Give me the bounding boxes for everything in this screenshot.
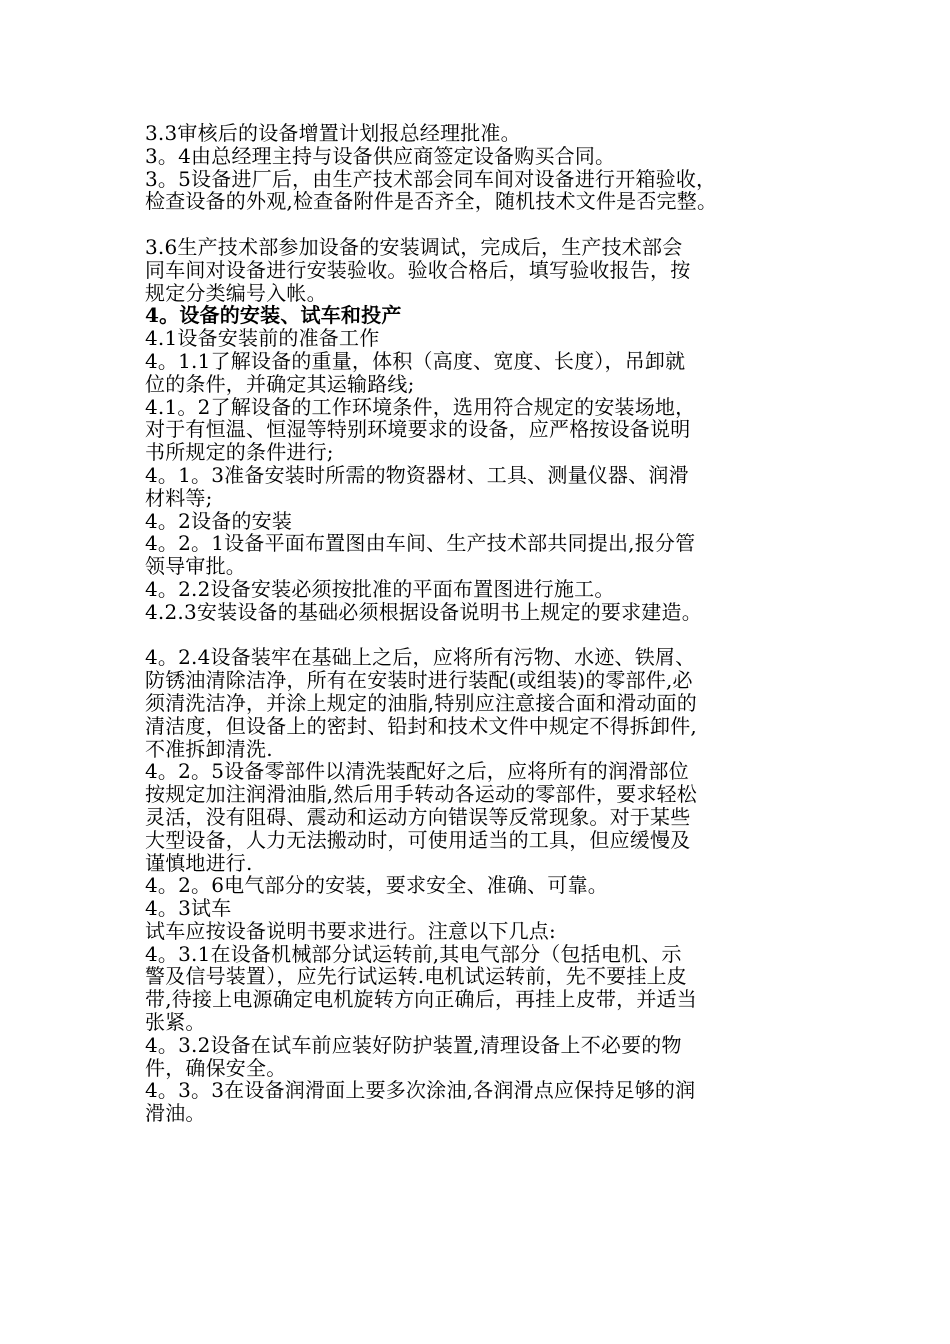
text-line: 3。4由总经理主持与设备供应商签定设备购买合同。 <box>145 143 616 168</box>
text-line: 须清洗洁净，并涂上规定的油脂,特别应注意接合面和滑动面的 <box>145 690 697 715</box>
text-line: 4.1。2了解设备的工作环境条件，选用符合规定的安装场地， <box>145 394 696 419</box>
text-line: 检查设备的外观,检查备附件是否齐全，随机技术文件是否完整。 <box>145 189 718 214</box>
text-line: 件，确保安全。 <box>145 1055 287 1080</box>
blank-line <box>145 624 825 647</box>
text-line: 4。3.2设备在试车前应装好防护装置,清理设备上不必要的物 <box>145 1032 682 1057</box>
text-line: 灵活，没有阻碍、震动和运动方向错误等反常现象。对于某些 <box>145 804 691 829</box>
text-line: 4。2。5设备零部件以清洗装配好之后，应将所有的润滑部位 <box>145 759 689 784</box>
text-line: 清洁度，但设备上的密封、铅封和技术文件中规定不得拆卸件, <box>145 713 697 738</box>
section-heading: 4。设备的安装、试车和投产 <box>145 303 402 328</box>
text-line: 4。2。1设备平面布置图由车间、生产技术部共同提出,报分管 <box>145 531 696 556</box>
text-line: 4。2.4设备装牢在基础上之后，应将所有污物、水迹、铁屑、 <box>145 645 696 670</box>
text-line: 材料等; <box>145 485 213 510</box>
text-line: 4.1设备安装前的准备工作 <box>145 326 380 351</box>
text-line: 张紧。 <box>145 1010 206 1035</box>
text-line: 不准拆卸清洗. <box>145 736 273 761</box>
text-line: 4.2.3安装设备的基础必须根据设备说明书上规定的要求建造。 <box>145 599 702 624</box>
text-line: 滑油。 <box>145 1101 206 1126</box>
text-line: 4。3。3在设备润滑面上要多次涂油,各润滑点应保持足够的润 <box>145 1078 696 1103</box>
text-line: 3。5设备进厂后，由生产技术部会同车间对设备进行开箱验收， <box>145 166 717 191</box>
text-line: 领导审批。 <box>145 554 246 579</box>
text-line: 带,待接上电源确定电机旋转方向正确后，再挂上皮带，并适当 <box>145 987 697 1012</box>
text-line: 对于有恒温、恒湿等特别环境要求的设备，应严格按设备说明 <box>145 417 691 442</box>
text-line: 3.3审核后的设备增置计划报总经理批准。 <box>145 121 521 145</box>
text-line: 按规定加注润滑油脂,然后用手转动各运动的零部件，要求轻松 <box>145 782 697 807</box>
text-line: 4。2。6电气部分的安装，要求安全、准确、可靠。 <box>145 873 608 898</box>
text-line: 3.6生产技术部参加设备的安装调试，完成后，生产技术部会 <box>145 234 683 259</box>
text-line: 防锈油清除洁净，所有在安装时进行装配(或组装)的零部件,必 <box>145 668 693 693</box>
text-line: 4。1。3准备安装时所需的物资器材、工具、测量仪器、润滑 <box>145 462 689 487</box>
text-line: 同车间对设备进行安装验收。验收合格后，填写验收报告，按 <box>145 257 691 282</box>
text-line: 4。2设备的安装 <box>145 508 293 533</box>
document-body <box>145 122 825 1125</box>
text-line: 4。3.1在设备机械部分试运转前,其电气部分（包括电机、示 <box>145 941 682 966</box>
text-line: 4。3试车 <box>145 896 232 921</box>
blank-line <box>145 213 825 236</box>
text-line: 警及信号装置），应先行试运转.电机试运转前，先不要挂上皮 <box>145 964 687 989</box>
text-line: 试车应按设备说明书要求进行。注意以下几点: <box>145 918 556 943</box>
text-line: 书所规定的条件进行; <box>145 440 334 465</box>
text-line: 规定分类编号入帐。 <box>145 280 327 305</box>
text-line: 大型设备，人力无法搬动时，可使用适当的工具，但应缓慢及 <box>145 827 691 852</box>
text-line: 位的条件，并确定其运输路线; <box>145 371 415 396</box>
text-line: 4。2.2设备安装必须按批准的平面布置图进行施工。 <box>145 576 615 601</box>
text-line: 谨慎地进行. <box>145 850 253 875</box>
text-line: 4。1.1了解设备的重量，体积（高度、宽度、长度），吊卸就 <box>145 348 686 373</box>
